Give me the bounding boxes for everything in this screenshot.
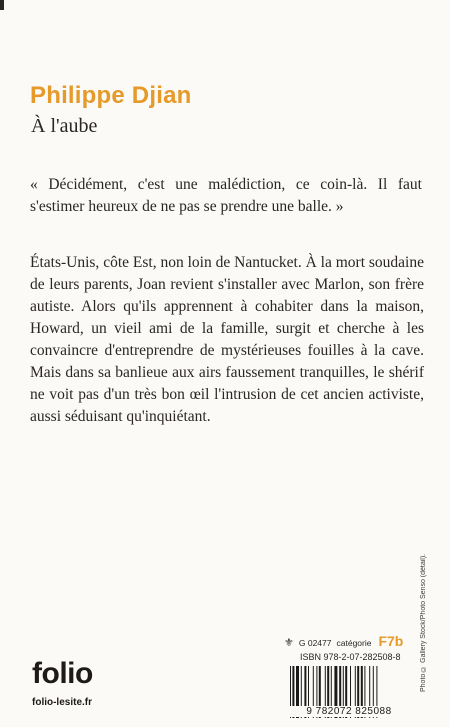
book-summary: États-Unis, côte Est, non loin de Nantucket. À la mort soudaine de leurs parents, Joan revient s'installer avec Marlon, son frère autiste. Alors qu'ils apprennent à cohabiter dans la maison, Howard, un vieil ami de la famille, surgit et cherche à les convaincre d'entreprendre de mystérieuses fouilles à la cave. Mais dans sa banlieue aux airs faussement tranquilles, le shérif ne voit pas d'un très bon œil l'intrusion de cet ancien activiste, aussi séduisant qu'inquiétant.	[30, 253, 424, 425]
isbn: ISBN 978-2-07-282508-8	[300, 652, 401, 662]
pull-quote: « Décidément, c'est une malédiction, ce coin-là. Il faut s'estimer heureux de ne pas se prendre une balle. »	[30, 175, 422, 215]
barcode-number: 9 782072 825088	[286, 706, 412, 717]
publisher-seal-icon: ⚜	[284, 637, 294, 649]
catalog-line	[284, 633, 403, 649]
folio-logo: folio	[32, 657, 93, 690]
category-code: F7b	[378, 633, 404, 649]
author-name: Philippe Djian	[30, 82, 192, 109]
photo-credit: Photo © Gallery Stock/Photo Senso (détail).	[420, 553, 427, 692]
corner-mark	[0, 0, 4, 10]
book-title: À l'aube	[31, 115, 98, 137]
website: folio-lesite.fr	[32, 697, 93, 708]
catalog-code: G 02477	[298, 638, 332, 648]
category-label: catégorie	[336, 638, 372, 648]
